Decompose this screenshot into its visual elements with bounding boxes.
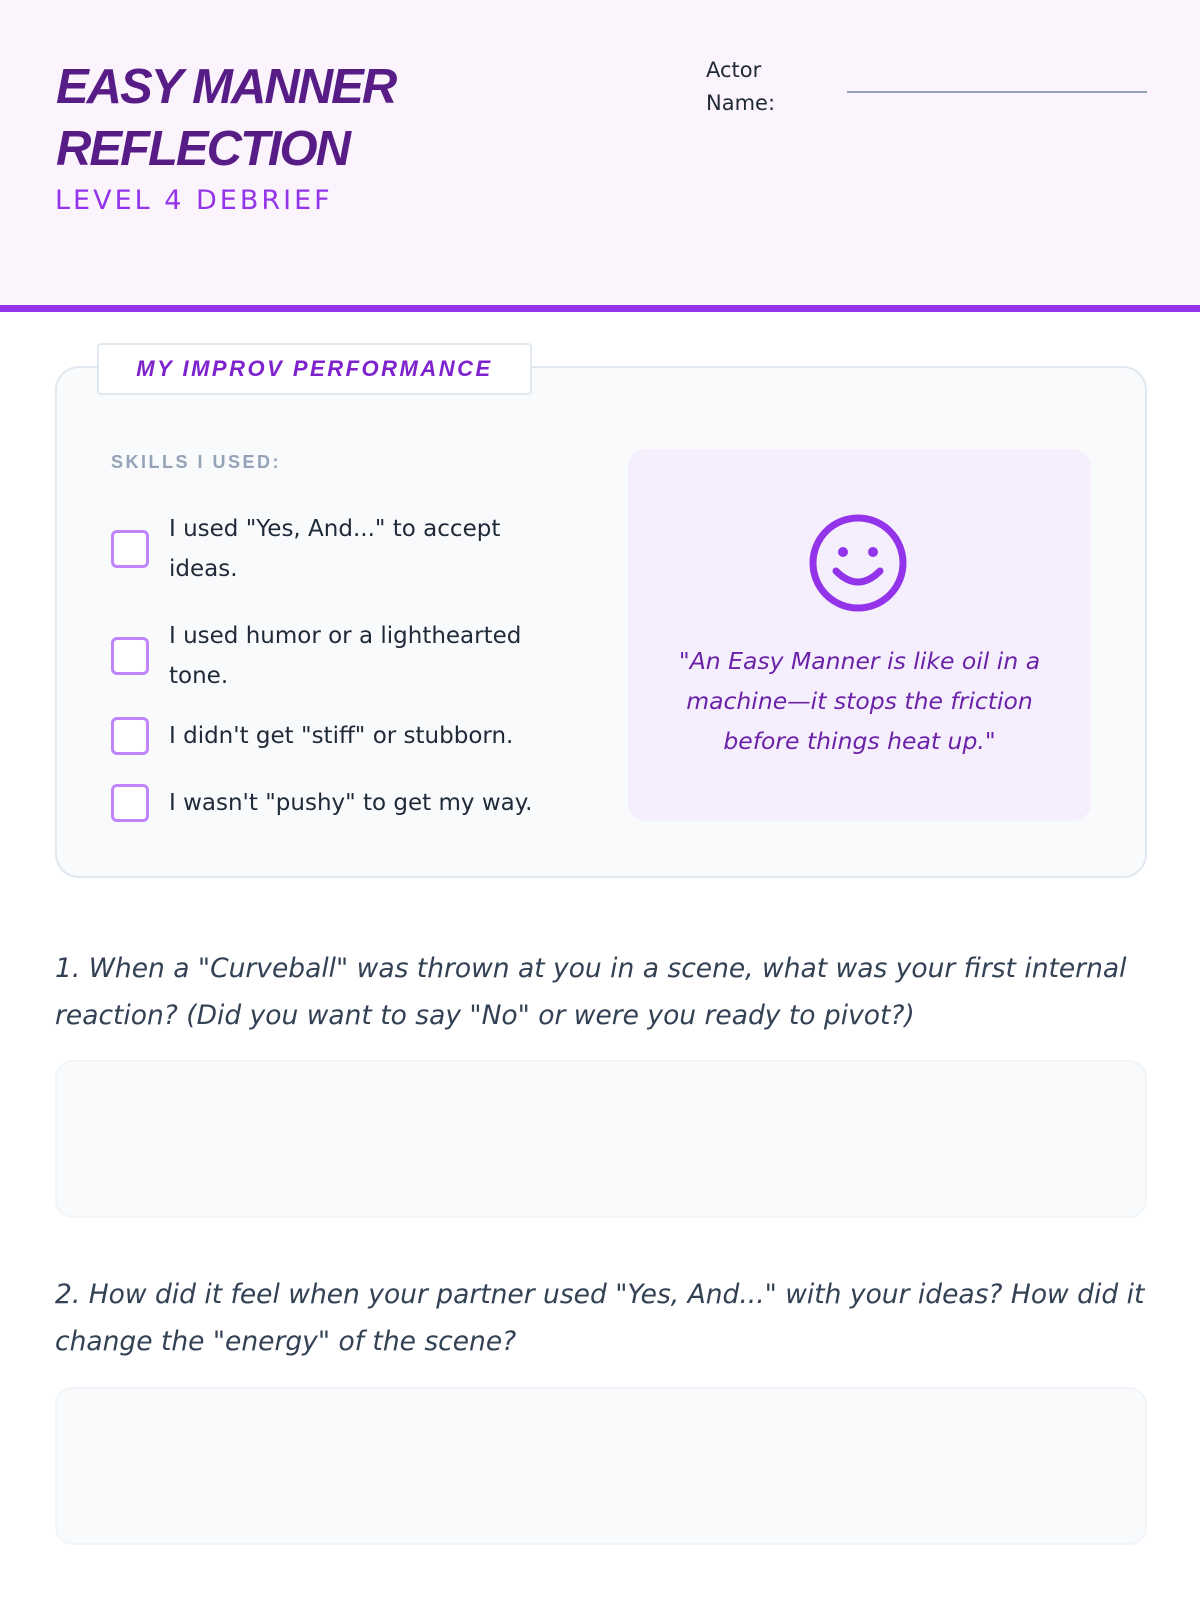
- skill-checkbox-humor[interactable]: [111, 637, 149, 675]
- quote-box: [628, 449, 1091, 821]
- worksheet-subtitle: LEVEL 4 DEBRIEF: [55, 185, 333, 216]
- answer-field-1[interactable]: [55, 1060, 1147, 1218]
- skill-checkbox-not-pushy[interactable]: [111, 784, 149, 822]
- question-1: 1. When a "Curveball" was thrown at you in a scene, what was your first internal reaction? (Did you want to say "No" or were you ready to pivot?): [55, 953, 1127, 1031]
- question-2: 2. How did it feel when your partner used "Yes, And..." with your ideas? How did it change the "energy" of the scene?: [55, 1279, 1145, 1357]
- skill-item[interactable]: [111, 716, 569, 756]
- smiley-face-icon: [808, 513, 908, 613]
- worksheet-header: [0, 0, 1200, 312]
- worksheet-title: [56, 56, 576, 180]
- actor-name-label: [706, 54, 816, 120]
- easy-manner-quote: "An Easy Manner is like oil in a machine—it stops the friction before things heat up.": [678, 647, 1041, 755]
- actor-label-line-1: Actor: [706, 58, 762, 82]
- skills-heading: SKILLS I USED:: [111, 452, 282, 472]
- actor-name-field[interactable]: [847, 91, 1147, 93]
- skill-checkbox-yes-and[interactable]: [111, 530, 149, 568]
- title-line-2: REFLECTION: [56, 122, 350, 176]
- skill-label: I wasn't "pushy" to get my way.: [169, 790, 533, 816]
- answer-field-2[interactable]: [55, 1387, 1147, 1545]
- actor-label-line-2: Name:: [706, 91, 776, 115]
- skill-checkbox-not-stiff[interactable]: [111, 717, 149, 755]
- skill-label: I used humor or a lighthearted tone.: [169, 623, 522, 689]
- performance-section-label: MY IMPROV PERFORMANCE: [97, 343, 532, 395]
- skill-label: I used "Yes, And..." to accept ideas.: [169, 516, 501, 582]
- skill-item[interactable]: [111, 616, 559, 696]
- title-line-1: EASY MANNER: [56, 60, 396, 114]
- skill-item[interactable]: [111, 783, 569, 823]
- skill-label: I didn't get "stiff" or stubborn.: [169, 723, 514, 749]
- skill-item[interactable]: [111, 509, 549, 589]
